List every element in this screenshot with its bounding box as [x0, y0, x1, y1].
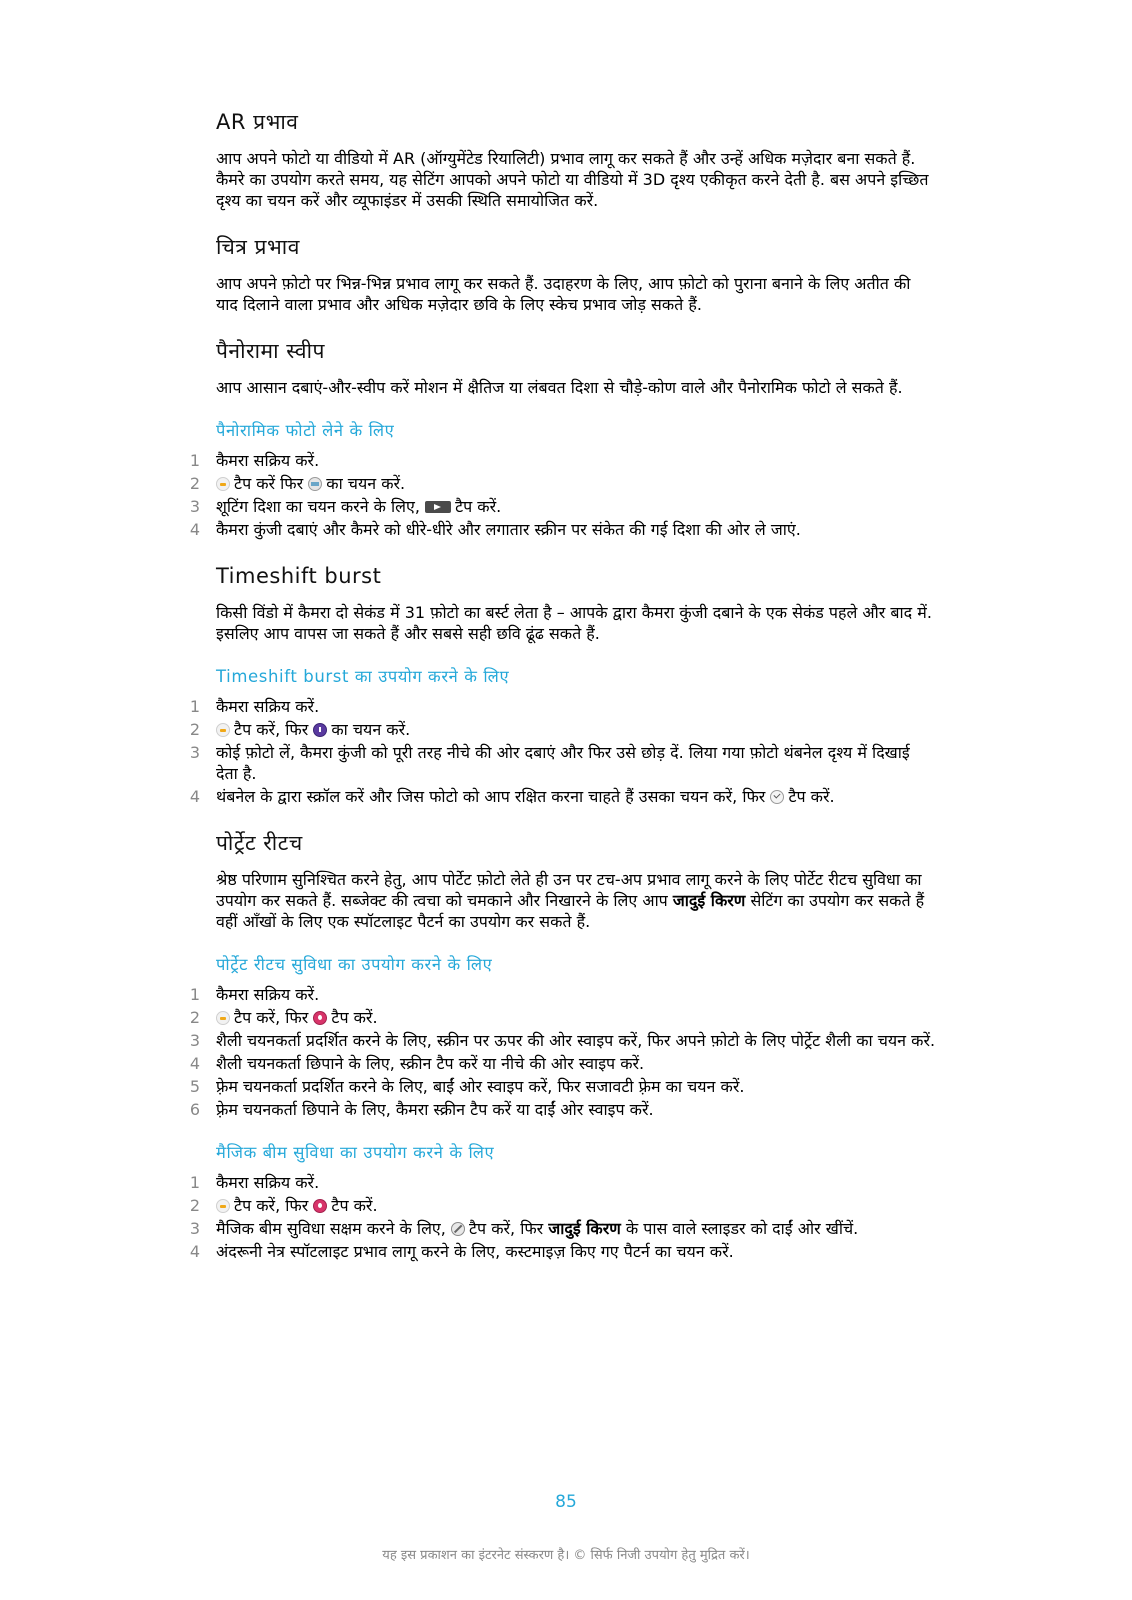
list-item — [189, 1218, 936, 1239]
magic-beam-term: जादुई किरण — [548, 1219, 621, 1238]
step-number: 3 — [189, 497, 200, 516]
picture-effect-heading: चित्र प्रभाव — [216, 235, 300, 259]
step-number: 1 — [189, 697, 200, 716]
step-number: 4 — [189, 520, 200, 539]
magic-beam-icon — [451, 1222, 465, 1236]
step-text: का चयन करें. — [331, 720, 411, 739]
portrait-steps — [189, 984, 936, 1120]
step-number: 2 — [189, 720, 200, 739]
timeshift-burst-icon — [313, 723, 327, 737]
step-number: 6 — [189, 1100, 200, 1119]
portrait-retouch-paragraph — [216, 869, 936, 932]
list-item — [189, 1076, 936, 1097]
camera-mode-icon — [216, 1011, 230, 1025]
step-text: टैप करें, फिर — [234, 1196, 309, 1215]
check-icon — [770, 790, 784, 804]
camera-mode-icon — [216, 477, 230, 491]
paragraph-text: सेटिंग का उपयोग कर सकते हैं वहीं आँखों के लिए एक स्पॉटलाइट पैटर्न का उपयोग कर सकते हैं. — [216, 891, 925, 931]
list-item — [189, 742, 936, 784]
list-item — [189, 1007, 936, 1028]
portrait-retouch-icon — [313, 1199, 327, 1213]
magic-beam-howto-heading: मैजिक बीम सुविधा का उपयोग करने के लिए — [216, 1143, 495, 1162]
timeshift-burst-heading: Timeshift burst — [216, 564, 382, 588]
step-number: 5 — [189, 1077, 200, 1096]
step-text: कैमरा सक्रिय करें. — [216, 697, 320, 716]
list-item — [189, 473, 936, 494]
panorama-sweep-paragraph: आप आसान दबाएं-और-स्वीप करें मोशन में क्षैतिज या लंबवत दिशा से चौड़े-कोण वाले और पैनोरामिक फोटो ले सकते हैं. — [216, 378, 903, 397]
step-text: टैप करें फिर — [234, 474, 304, 493]
step-number: 2 — [189, 474, 200, 493]
step-text: अंदरूनी नेत्र स्पॉटलाइट प्रभाव लागू करने के लिए, कस्टमाइज़ किए गए पैटर्न का चयन करें. — [216, 1242, 734, 1261]
step-number: 4 — [189, 1054, 200, 1073]
list-item — [189, 1030, 936, 1051]
step-text: के पास वाले स्लाइडर को दाईं ओर खींचें. — [625, 1219, 859, 1238]
list-item — [189, 496, 936, 517]
step-text: टैप करें. — [331, 1008, 378, 1027]
portrait-howto-heading: पोर्ट्रेट रीटच सुविधा का उपयोग करने के लिए — [216, 955, 493, 974]
step-text: टैप करें, फिर — [234, 720, 309, 739]
list-item — [189, 450, 936, 471]
step-text: टैप करें. — [331, 1196, 378, 1215]
step-text: शैली चयनकर्ता प्रदर्शित करने के लिए, स्क्रीन पर ऊपर की ओर स्वाइप करें, फिर अपने फ़ोटो के लिए पोर्ट्रेट शैली का चयन करें. — [216, 1031, 936, 1050]
portrait-retouch-heading: पोर्ट्रेट रीटच — [216, 831, 303, 855]
step-text: का चयन करें. — [326, 474, 406, 493]
step-text: फ़्रेम चयनकर्ता छिपाने के लिए, कैमरा स्क्रीन टैप करें या दाईं ओर स्वाइप करें. — [216, 1100, 654, 1119]
step-number: 2 — [189, 1008, 200, 1027]
step-number: 2 — [189, 1196, 200, 1215]
panorama-icon — [308, 477, 322, 491]
ar-effect-paragraph: आप अपने फोटो या वीडियो में AR (ऑग्युमेंटेड रियालिटी) प्रभाव लागू कर सकते हैं और उन्हें अधिक मज़ेदार बना सकते हैं. कैमरे का उपयोग करते समय, यह सेटिंग आपको अपने फोटो या वीडियो में 3D दृश्य एकीकृत करने देती है. बस अपने इच्छित दृश्य का चयन करें और व्यूफाइंडर में उसकी स्थिति समायोजित करें. — [216, 149, 929, 210]
step-text: शैली चयनकर्ता छिपाने के लिए, स्क्रीन टैप करें या नीचे की ओर स्वाइप करें. — [216, 1054, 645, 1073]
page-content — [189, 108, 936, 1284]
magic-beam-steps — [189, 1172, 936, 1262]
step-number: 1 — [189, 985, 200, 1004]
step-text: कैमरा सक्रिय करें. — [216, 1173, 320, 1192]
magic-beam-term: जादुई किरण — [672, 891, 746, 910]
portrait-retouch-icon — [313, 1011, 327, 1025]
camera-mode-icon — [216, 1199, 230, 1213]
list-item — [189, 696, 936, 717]
step-number: 3 — [189, 1219, 200, 1238]
paragraph-text: श्रेष्ठ परिणाम सुनिश्चित करने हेतु, आप पोर्टेट फ़ोटो लेते ही उन पर टच-अप प्रभाव लागू करने के लिए पोर्टेट रीटच सुविधा का उपयोग कर सकते हैं. सब्जेक्ट की त्वचा को चमकाने और निखारने के लिए आप — [216, 870, 922, 910]
step-text: टैप करें, फिर — [468, 1219, 544, 1238]
step-number: 3 — [189, 1031, 200, 1050]
step-text: कैमरा सक्रिय करें. — [216, 985, 320, 1004]
step-number: 3 — [189, 743, 200, 762]
step-text: कैमरा कुंजी दबाएं और कैमरे को धीरे-धीरे और लगातार स्क्रीन पर संकेत की गई दिशा की ओर ले जाएं. — [216, 520, 801, 539]
list-item — [189, 1195, 936, 1216]
step-number: 4 — [189, 1242, 200, 1261]
timeshift-howto-heading: Timeshift burst का उपयोग करने के लिए — [216, 667, 510, 686]
step-text: टैप करें, फिर — [234, 1008, 309, 1027]
list-item — [189, 719, 936, 740]
step-text: कैमरा सक्रिय करें. — [216, 451, 320, 470]
step-text: कोई फ़ोटो लें, कैमरा कुंजी को पूरी तरह नीचे की ओर दबाएं और फिर उसे छोड़ दें. लिया गया फ़ोटो थंबनेल दृश्य में दिखाई देता है. — [216, 743, 910, 783]
step-text: थंबनेल के द्वारा स्क्रॉल करें और जिस फोटो को आप रक्षित करना चाहते हैं उसका चयन करें, फिर — [216, 787, 766, 806]
panorama-steps — [189, 450, 936, 540]
panorama-sweep-heading: पैनोरामा स्वीप — [216, 339, 325, 363]
step-text: फ़्रेम चयनकर्ता प्रदर्शित करने के लिए, बाईं ओर स्वाइप करें, फिर सजावटी फ़्रेम का चयन करें. — [216, 1077, 745, 1096]
list-item — [189, 1053, 936, 1074]
page-footer: यह इस प्रकाशन का इंटरनेट संस्करण है। © सिर्फ निजी उपयोग हेतु मुद्रित करें। — [382, 1548, 750, 1563]
list-item — [189, 786, 936, 807]
camera-mode-icon — [216, 723, 230, 737]
timeshift-steps — [189, 696, 936, 807]
ar-effect-heading: AR प्रभाव — [216, 110, 299, 134]
list-item — [189, 1099, 936, 1120]
step-number: 1 — [189, 1173, 200, 1192]
step-number: 1 — [189, 451, 200, 470]
step-text: टैप करें. — [455, 497, 502, 516]
step-text: शूटिंग दिशा का चयन करने के लिए, — [216, 497, 420, 516]
list-item — [189, 1172, 936, 1193]
list-item — [189, 1241, 936, 1262]
panorama-howto-heading: पैनोरामिक फोटो लेने के लिए — [216, 421, 395, 440]
picture-effect-paragraph: आप अपने फ़ोटो पर भिन्न-भिन्न प्रभाव लागू कर सकते हैं. उदाहरण के लिए, आप फ़ोटो को पुराना बनाने के लिए अतीत की याद दिलाने वाला प्रभाव और अधिक मज़ेदार छवि के लिए स्केच प्रभाव जोड़ सकते हैं. — [216, 274, 911, 314]
step-text: टैप करें. — [788, 787, 835, 806]
timeshift-burst-paragraph: किसी विंडो में कैमरा दो सेकंड में 31 फ़ोटो का बर्स्ट लेता है – आपके द्वारा कैमरा कुंजी दबाने के एक सेकंड पहले और बाद में. इसलिए आप वापस जा सकते हैं और सबसे सही छवि ढूंढ सकते हैं. — [216, 603, 932, 643]
step-text: मैजिक बीम सुविधा सक्षम करने के लिए, — [216, 1219, 446, 1238]
step-number: 4 — [189, 787, 200, 806]
list-item — [189, 984, 936, 1005]
list-item — [189, 519, 936, 540]
page-number: 85 — [555, 1492, 577, 1512]
direction-arrow-icon — [425, 501, 451, 513]
